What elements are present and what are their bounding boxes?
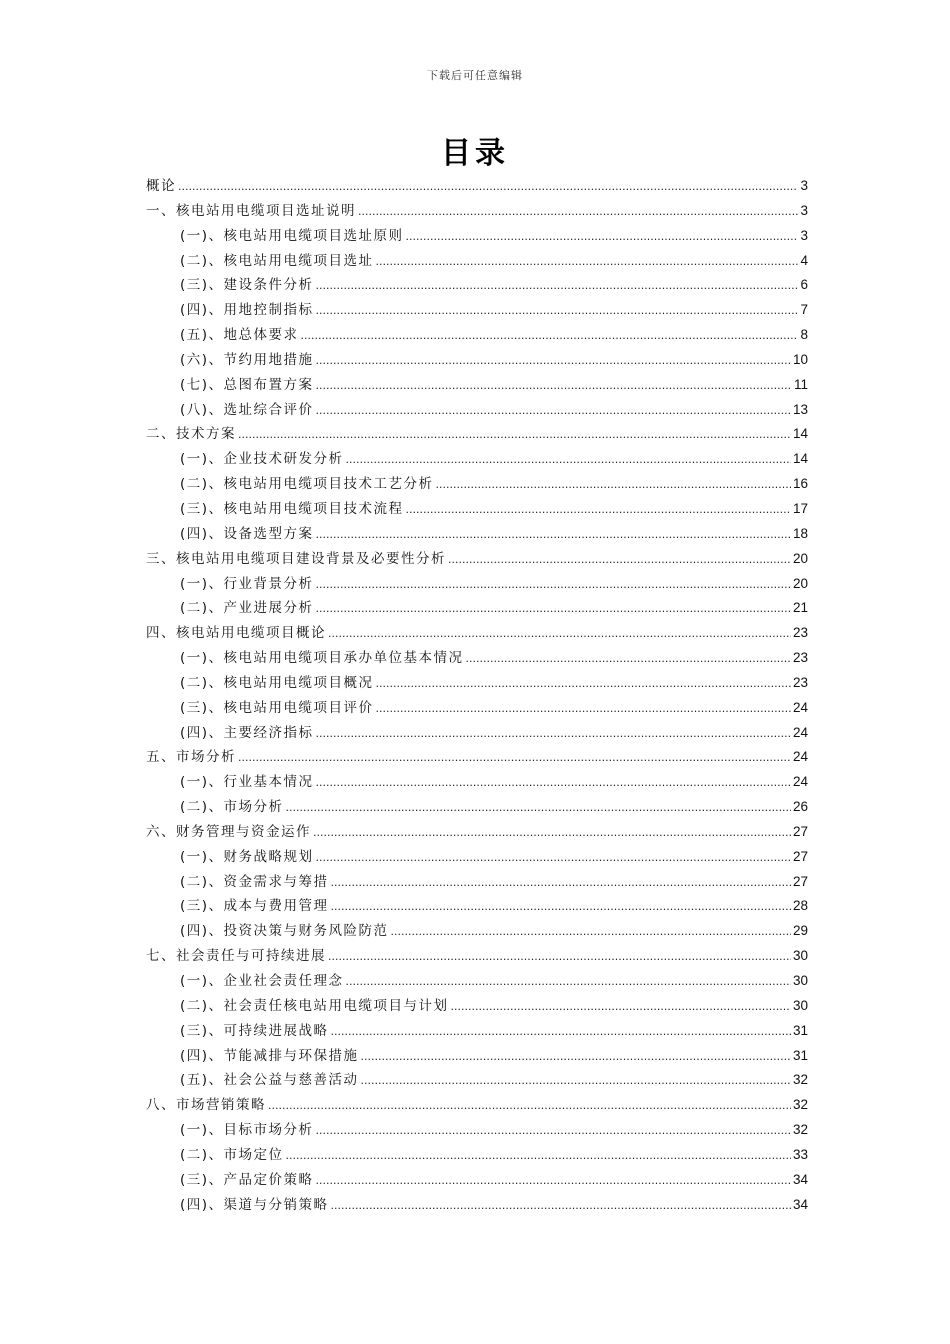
toc-entry-page: 27 (792, 873, 808, 889)
toc-entry[interactable] (146, 1193, 808, 1218)
toc-entry-page: 32 (792, 1122, 808, 1138)
page-title: 目录 (441, 136, 509, 171)
toc-entry[interactable] (146, 1068, 808, 1093)
toc-entry-text: (一)、行业背景分析 (180, 575, 314, 592)
toc-entry-page: 20 (792, 575, 808, 591)
toc-entry-text: (二)、核电站用电缆项目选址 (180, 252, 374, 269)
toc-entry-page: 11 (793, 376, 808, 392)
toc-leader-dots (346, 448, 791, 473)
toc-leader-dots (316, 349, 791, 374)
toc-leader-dots (316, 846, 791, 871)
toc-entry-page: 28 (792, 898, 808, 914)
toc-leader-dots (436, 473, 791, 498)
toc-leader-dots (331, 895, 791, 920)
toc-entry-page: 30 (792, 973, 808, 988)
toc-entry-page: 27 (792, 823, 808, 839)
toc-entry[interactable] (146, 621, 808, 646)
toc-entry-page: 13 (792, 401, 808, 417)
toc-entry-text: (四)、投资决策与财务风险防范 (180, 923, 389, 940)
toc-entry-text: (二)、核电站用电缆项目概况 (180, 674, 374, 691)
toc-entry[interactable] (146, 398, 808, 423)
toc-leader-dots (376, 697, 791, 722)
toc-leader-dots (316, 597, 791, 622)
toc-entry-page: 3 (800, 227, 808, 243)
toc-entry[interactable] (146, 273, 808, 298)
toc-entry[interactable] (146, 472, 808, 497)
toc-leader-dots (361, 1045, 791, 1070)
toc-entry-page: 18 (792, 525, 808, 541)
toc-entry[interactable] (146, 969, 808, 994)
toc-entry-text: (三)、核电站用电缆项目评价 (180, 699, 374, 716)
toc-entry-text: (二)、社会责任核电站用电缆项目与计划 (180, 997, 449, 1014)
toc-entry-text: (四)、渠道与分销策略 (180, 1196, 329, 1213)
toc-leader-dots (376, 672, 791, 697)
toc-entry[interactable] (146, 298, 808, 323)
toc-entry-text: (二)、资金需求与筹措 (180, 873, 329, 890)
toc-entry-page: 16 (792, 476, 808, 492)
toc-entry-page: 30 (792, 948, 808, 964)
toc-entry-page: 24 (792, 724, 808, 740)
toc-entry-page: 23 (792, 650, 808, 666)
toc-entry-text: (二)、市场定位 (180, 1146, 284, 1163)
toc-entry-text: (五)、地总体要求 (180, 327, 299, 344)
toc-entry-text: 一、核电站用电缆项目选址说明 (146, 202, 356, 219)
toc-entry-page: 14 (792, 451, 808, 467)
toc-entry[interactable] (146, 422, 808, 447)
toc-entry[interactable] (146, 696, 808, 721)
toc-entry-text: 二、技术方案 (146, 426, 236, 443)
toc-entry-page: 31 (792, 1047, 808, 1063)
toc-entry-page: 17 (792, 500, 808, 516)
toc-leader-dots (301, 324, 799, 349)
toc-entry[interactable] (146, 199, 808, 224)
toc-leader-dots (313, 821, 791, 846)
toc-entry-text: 五、市场分析 (146, 749, 236, 766)
toc-entry-page: 3 (800, 202, 808, 218)
toc-entry-page: 31 (792, 1022, 808, 1038)
toc-entry[interactable] (146, 1093, 808, 1118)
toc-entry[interactable] (146, 497, 808, 522)
toc-entry[interactable] (146, 646, 808, 671)
toc-entry-text: (四)、用地控制指标 (180, 302, 314, 319)
toc-entry-page: 24 (792, 749, 808, 765)
toc-entry[interactable] (146, 944, 808, 969)
toc-entry-text: (八)、选址综合评价 (180, 401, 314, 418)
toc-entry-text: (六)、节约用地措施 (180, 351, 314, 368)
toc-entry-text: (三)、建设条件分析 (180, 277, 314, 294)
toc-entry[interactable] (146, 174, 808, 199)
toc-entry-text: (五)、社会公益与慈善活动 (180, 1072, 359, 1089)
toc-entry[interactable] (146, 845, 808, 870)
toc-entry-text: 三、核电站用电缆项目建设背景及必要性分析 (146, 550, 446, 567)
toc-entry-text: (四)、设备选型方案 (180, 525, 314, 542)
toc-entry[interactable] (146, 1044, 808, 1069)
toc-leader-dots (406, 498, 791, 523)
toc-entry[interactable] (146, 870, 808, 895)
toc-leader-dots (328, 945, 791, 970)
toc-entry-text: (三)、产品定价策略 (180, 1171, 314, 1188)
toc-entry-page: 20 (792, 550, 808, 566)
toc-entry[interactable] (146, 671, 808, 696)
toc-entry-page: 7 (800, 302, 808, 318)
toc-entry-page: 34 (792, 1196, 808, 1212)
toc-entry-text: (四)、节能减排与环保措施 (180, 1047, 359, 1064)
toc-entry-text: (一)、财务战略规划 (180, 848, 314, 865)
toc-entry-text: (二)、核电站用电缆项目技术工艺分析 (180, 476, 434, 493)
table-of-contents (146, 174, 808, 1217)
toc-leader-dots (391, 920, 791, 945)
toc-leader-dots (268, 1094, 791, 1119)
toc-entry[interactable] (146, 572, 808, 597)
toc-leader-dots (238, 746, 791, 771)
toc-entry[interactable] (146, 373, 808, 398)
toc-entry-page: 23 (792, 674, 808, 690)
toc-entry[interactable] (146, 447, 808, 472)
toc-entry[interactable] (146, 1118, 808, 1143)
toc-entry-text: (三)、核电站用电缆项目技术流程 (180, 500, 404, 517)
toc-entry-text: 六、财务管理与资金运作 (146, 823, 311, 840)
toc-entry[interactable] (146, 745, 808, 770)
toc-entry-page: 30 (792, 997, 808, 1013)
toc-entry[interactable] (146, 1168, 808, 1193)
toc-entry[interactable] (146, 820, 808, 845)
toc-leader-dots (316, 573, 791, 598)
toc-leader-dots (448, 548, 791, 573)
toc-entry-page: 34 (792, 1171, 808, 1187)
toc-entry[interactable] (146, 522, 808, 547)
toc-entry-page: 23 (792, 625, 808, 641)
toc-leader-dots (376, 250, 799, 275)
toc-entry-text: (三)、成本与费用管理 (180, 898, 329, 915)
toc-entry-page: 14 (792, 426, 808, 442)
toc-leader-dots (238, 423, 791, 448)
toc-entry-page: 21 (792, 600, 808, 616)
toc-entry-text: 七、社会责任与可持续进展 (146, 948, 326, 965)
toc-entry-page: 24 (792, 774, 808, 790)
toc-entry-text: 八、市场营销策略 (146, 1097, 266, 1114)
toc-leader-dots (451, 995, 791, 1020)
toc-leader-dots (316, 274, 799, 299)
toc-leader-dots (316, 1119, 791, 1144)
toc-leader-dots (358, 200, 798, 225)
toc-leader-dots (316, 523, 791, 548)
toc-leader-dots (466, 647, 791, 672)
toc-entry-page: 32 (792, 1072, 808, 1088)
toc-entry-text: (一)、企业技术研发分析 (180, 451, 344, 468)
toc-entry-text: (二)、市场分析 (180, 799, 284, 816)
toc-entry-page: 33 (792, 1146, 808, 1162)
toc-entry-text: (一)、目标市场分析 (180, 1122, 314, 1139)
toc-leader-dots (286, 1144, 791, 1169)
toc-entry-page: 6 (800, 277, 808, 293)
toc-entry[interactable] (146, 1143, 808, 1168)
toc-leader-dots (346, 970, 791, 995)
toc-leader-dots (286, 796, 791, 821)
toc-entry-page: 24 (792, 699, 808, 715)
toc-entry[interactable] (146, 224, 808, 249)
header-note: 下载后可任意编辑 (427, 69, 523, 82)
toc-entry[interactable] (146, 1019, 808, 1044)
toc-entry-page: 29 (792, 923, 808, 939)
toc-entry-text: (三)、可持续进展战略 (180, 1022, 329, 1039)
toc-entry[interactable] (146, 249, 808, 274)
toc-entry[interactable] (146, 547, 808, 572)
toc-entry-text: (一)、企业社会责任理念 (180, 973, 344, 989)
toc-leader-dots (316, 1169, 791, 1194)
toc-leader-dots (331, 871, 791, 896)
toc-leader-dots (328, 622, 791, 647)
toc-entry-text: 概论 (146, 178, 176, 194)
toc-entry-text: 四、核电站用电缆项目概论 (146, 625, 326, 642)
toc-entry[interactable] (146, 770, 808, 795)
toc-leader-dots (316, 399, 791, 424)
toc-leader-dots (316, 299, 799, 324)
toc-entry[interactable] (146, 348, 808, 373)
toc-leader-dots (406, 225, 799, 250)
toc-entry-page: 8 (800, 327, 808, 343)
toc-leader-dots (316, 374, 792, 399)
toc-entry-page: 10 (792, 351, 808, 367)
toc-entry[interactable] (146, 919, 808, 944)
toc-entry[interactable] (146, 894, 808, 919)
toc-entry-page: 26 (792, 799, 808, 815)
toc-entry[interactable] (146, 994, 808, 1019)
toc-entry[interactable] (146, 795, 808, 820)
toc-entry[interactable] (146, 721, 808, 746)
toc-leader-dots (361, 1069, 791, 1094)
toc-entry-text: (一)、核电站用电缆项目承办单位基本情况 (180, 650, 464, 667)
toc-entry-text: (七)、总图布置方案 (180, 376, 314, 393)
toc-entry-page: 4 (800, 252, 808, 268)
toc-entry-page: 3 (800, 178, 808, 193)
toc-entry-text: (二)、产业进展分析 (180, 600, 314, 617)
toc-leader-dots (178, 175, 798, 200)
toc-entry-text: (一)、行业基本情况 (180, 774, 314, 791)
toc-entry-text: (四)、主要经济指标 (180, 724, 314, 741)
toc-leader-dots (331, 1194, 791, 1219)
toc-entry-page: 27 (792, 848, 808, 864)
toc-entry[interactable] (146, 596, 808, 621)
toc-entry[interactable] (146, 323, 808, 348)
toc-entry-page: 32 (792, 1097, 808, 1113)
toc-entry-text: (一)、核电站用电缆项目选址原则 (180, 227, 404, 244)
toc-leader-dots (316, 722, 791, 747)
toc-leader-dots (331, 1020, 791, 1045)
toc-leader-dots (316, 771, 791, 796)
